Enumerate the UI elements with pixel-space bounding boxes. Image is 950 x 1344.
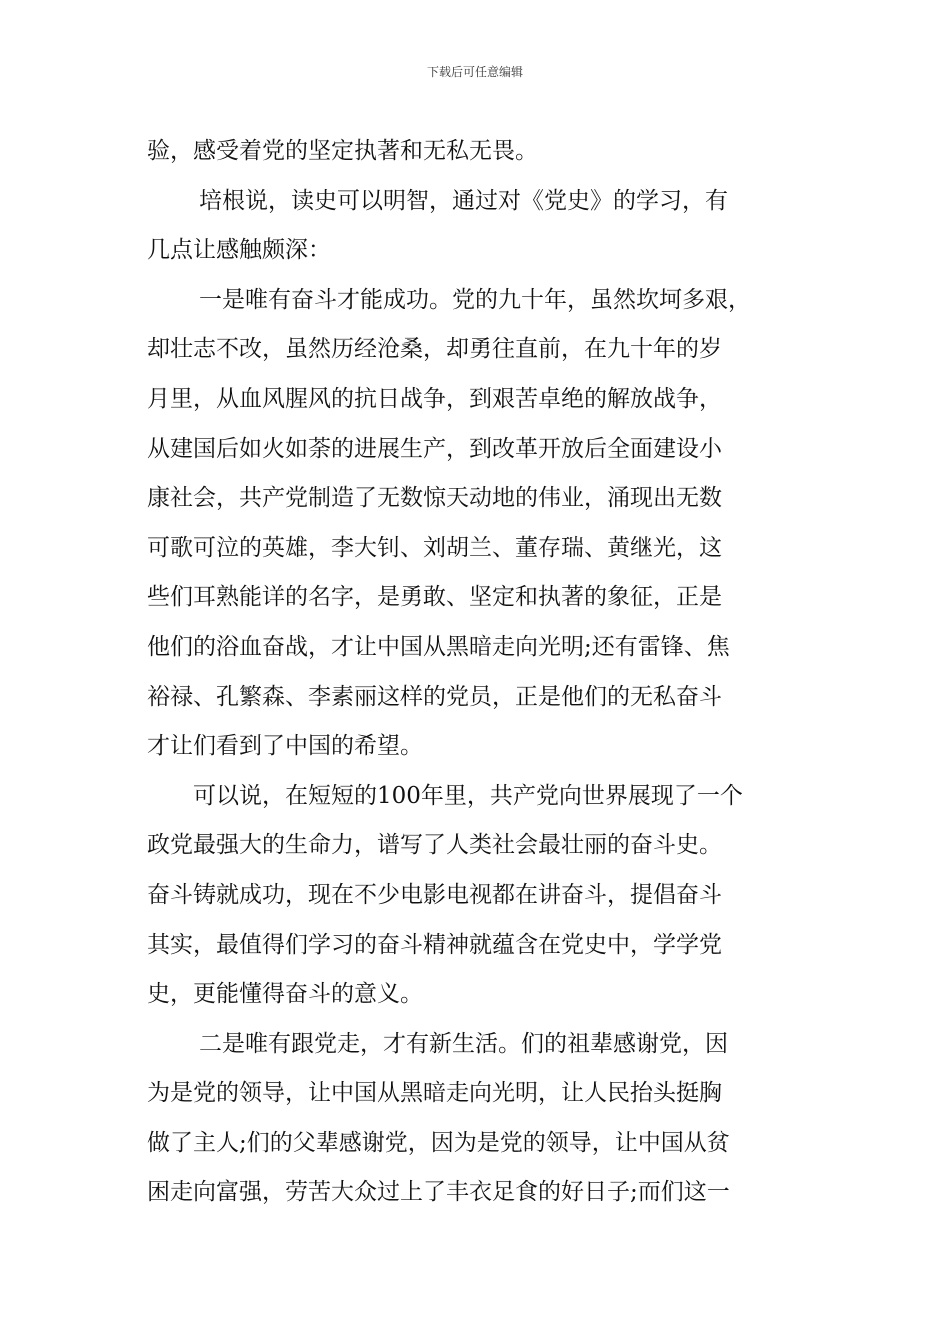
text-line: 几点让感触颇深： [147,237,331,264]
text-line: 些们耳熟能详的名字，是勇敢、坚定和执著的象征，正是 [147,584,722,611]
text-line: 困走向富强，劳苦大众过上了丰衣足食的好日子;而们这一 [147,1179,730,1206]
text-line: 政党最强大的生命力，谱写了人类社会最壮丽的奋斗史。 [147,832,722,859]
text-line: 其实，最值得们学习的奋斗精神就蕴含在党史中，学学党 [147,931,722,958]
text-line: 奋斗铸就成功，现在不少电影电视都在讲奋斗，提倡奋斗 [147,881,722,908]
paragraph-start-line: 一是唯有奋斗才能成功。党的九十年，虽然坎坷多艰， [199,286,751,313]
paragraph-start-line: 可以说，在短短的100年里，共产党向世界展现了一个 [193,782,743,809]
paragraph-start-line: 二是唯有跟党走，才有新生活。们的祖辈感谢党，因 [199,1030,728,1057]
body-text [147,127,837,1218]
text-line: 裕禄、孔繁森、李素丽这样的党员，正是他们的无私奋斗 [147,683,722,710]
text-line: 史，更能懂得奋斗的意义。 [147,981,423,1008]
text-line: 月里，从血风腥风的抗日战争，到艰苦卓绝的解放战争， [147,385,722,412]
text-line: 可歌可泣的英雄，李大钊、刘胡兰、董存瑞、黄继光，这 [147,534,722,561]
text-line: 他们的浴血奋战，才让中国从黑暗走向光明;还有雷锋、焦 [147,633,730,660]
text-line: 为是党的领导，让中国从黑暗走向光明，让人民抬头挺胸 [147,1080,722,1107]
text-line: 却壮志不改，虽然历经沧桑，却勇往直前，在九十年的岁 [147,336,722,363]
page-header: 下载后可任意编辑 [426,65,523,79]
text-line: 从建国后如火如荼的进展生产，到改革开放后全面建设小 [147,435,722,462]
text-line: 验，感受着党的坚定执著和无私无畏。 [147,138,538,164]
paragraph-start-line: 培根说，读史可以明智，通过对《党史》的学习，有 [199,187,728,214]
text-line: 做了主人;们的父辈感谢党，因为是党的领导，让中国从贫 [147,1129,730,1156]
text-line: 才让们看到了中国的希望。 [147,733,423,760]
text-line: 康社会，共产党制造了无数惊天动地的伟业，涌现出无数 [147,485,722,512]
